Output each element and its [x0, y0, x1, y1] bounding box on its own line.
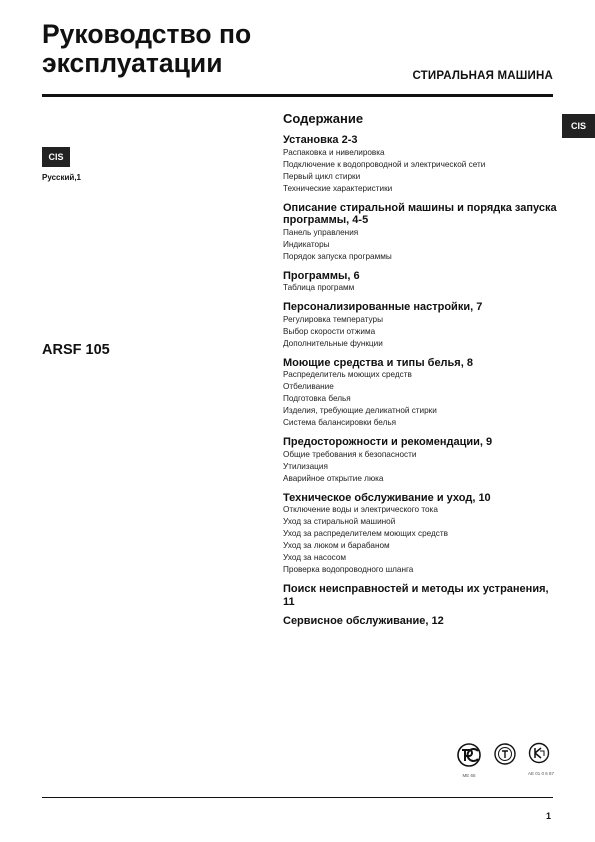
toc-section-heading[interactable]: Программы, 6	[283, 269, 360, 282]
toc-item[interactable]: Аварийное открытие люка	[283, 473, 384, 483]
toc-item[interactable]: Первый цикл стирки	[283, 171, 361, 181]
toc-section-heading[interactable]: Поиск неисправностей и методы их устранения, 11	[283, 583, 549, 608]
toc-title: Содержание	[283, 111, 364, 126]
toc-item[interactable]: Утилизация	[283, 461, 328, 471]
tr-icon	[493, 742, 517, 766]
toc-item[interactable]: Проверка водопроводного шланга	[283, 565, 414, 574]
toc-section-heading[interactable]: Персонализированные настройки, 7	[283, 301, 483, 313]
toc-section-heading[interactable]: Установка 2-3	[283, 134, 358, 146]
toc-item[interactable]: Распаковка и нивелировка	[283, 147, 385, 157]
bottom-divider	[42, 797, 553, 798]
document-subtitle: СТИРАЛЬНАЯ МАШИНА	[412, 70, 553, 82]
toc-item[interactable]: Подготовка белья	[283, 394, 351, 403]
toc-item[interactable]: Подключение к водопроводной и электрической сети	[283, 159, 486, 169]
toc-section-heading[interactable]: Сервисное обслуживание, 12	[283, 615, 444, 627]
toc-item[interactable]: Уход за люком и барабаном	[283, 541, 390, 550]
toc-item[interactable]: Отбеливание	[283, 382, 334, 391]
toc-item[interactable]: Панель управления	[283, 227, 359, 237]
toc-section-heading[interactable]: Техническое обслуживание и уход, 10	[283, 491, 491, 504]
toc-section	[283, 492, 563, 577]
toc-item[interactable]: Система балансировки белья	[283, 418, 397, 427]
eac-certification-mark	[493, 742, 517, 771]
region-badge: CIS	[42, 147, 70, 167]
toc-item[interactable]: Выбор скорости отжима	[283, 326, 376, 336]
toc-section	[283, 202, 563, 263]
toc-item[interactable]: Уход за стиральной машиной	[283, 517, 396, 526]
safety-certification-mark	[528, 742, 554, 776]
toc-item[interactable]: Уход за насосом	[283, 553, 347, 562]
model-name: ARSF 105	[42, 342, 110, 358]
safety-caption: АЕ 01 0 6 87	[528, 771, 555, 776]
toc-item[interactable]: Индикаторы	[283, 239, 330, 249]
toc-item[interactable]: Регулировка температуры	[283, 314, 383, 324]
toc-item[interactable]: Распределитель моющих средств	[283, 370, 412, 379]
title-line-2: эксплуатации	[42, 48, 223, 78]
toc-item[interactable]: Уход за распределителем моющих средств	[283, 529, 448, 538]
toc-section	[283, 436, 563, 485]
toc-section	[283, 134, 563, 195]
language-index[interactable]: Русский,1	[42, 173, 81, 182]
toc-item[interactable]: Общие требования к безопасности	[283, 449, 417, 459]
table-of-contents	[283, 111, 563, 635]
pct-caption: МЕ 65	[462, 773, 476, 778]
toc-sections	[283, 134, 563, 628]
toc-item[interactable]: Дополнительные функции	[283, 338, 383, 348]
toc-section	[283, 301, 563, 350]
toc-item[interactable]: Технические характеристики	[283, 183, 393, 193]
document-title	[42, 20, 342, 78]
toc-section	[283, 357, 563, 430]
top-divider	[42, 94, 553, 97]
toc-item[interactable]: Изделия, требующие деликатной стирки	[283, 406, 437, 415]
toc-item[interactable]: Отключение воды и электрического тока	[283, 505, 438, 514]
pct-certification-mark	[456, 742, 482, 778]
toc-section	[283, 270, 563, 295]
side-region-tab: CIS	[562, 114, 595, 138]
toc-section-heading[interactable]: Моющие средства и типы белья, 8	[283, 356, 473, 369]
pct-icon	[456, 742, 482, 768]
title-line-1: Руководство по	[42, 19, 252, 49]
toc-item[interactable]: Порядок запуска программы	[283, 251, 392, 261]
toc-section	[283, 583, 563, 608]
toc-item[interactable]: Таблица программ	[283, 283, 355, 292]
toc-section	[283, 615, 563, 628]
page-number: 1	[545, 811, 551, 821]
toc-section-heading[interactable]: Предосторожности и рекомендации, 9	[283, 436, 493, 448]
toc-section-heading[interactable]: Описание стиральной машины и порядка запуска программы, 4-5	[283, 201, 557, 226]
shield-icon	[528, 742, 550, 766]
